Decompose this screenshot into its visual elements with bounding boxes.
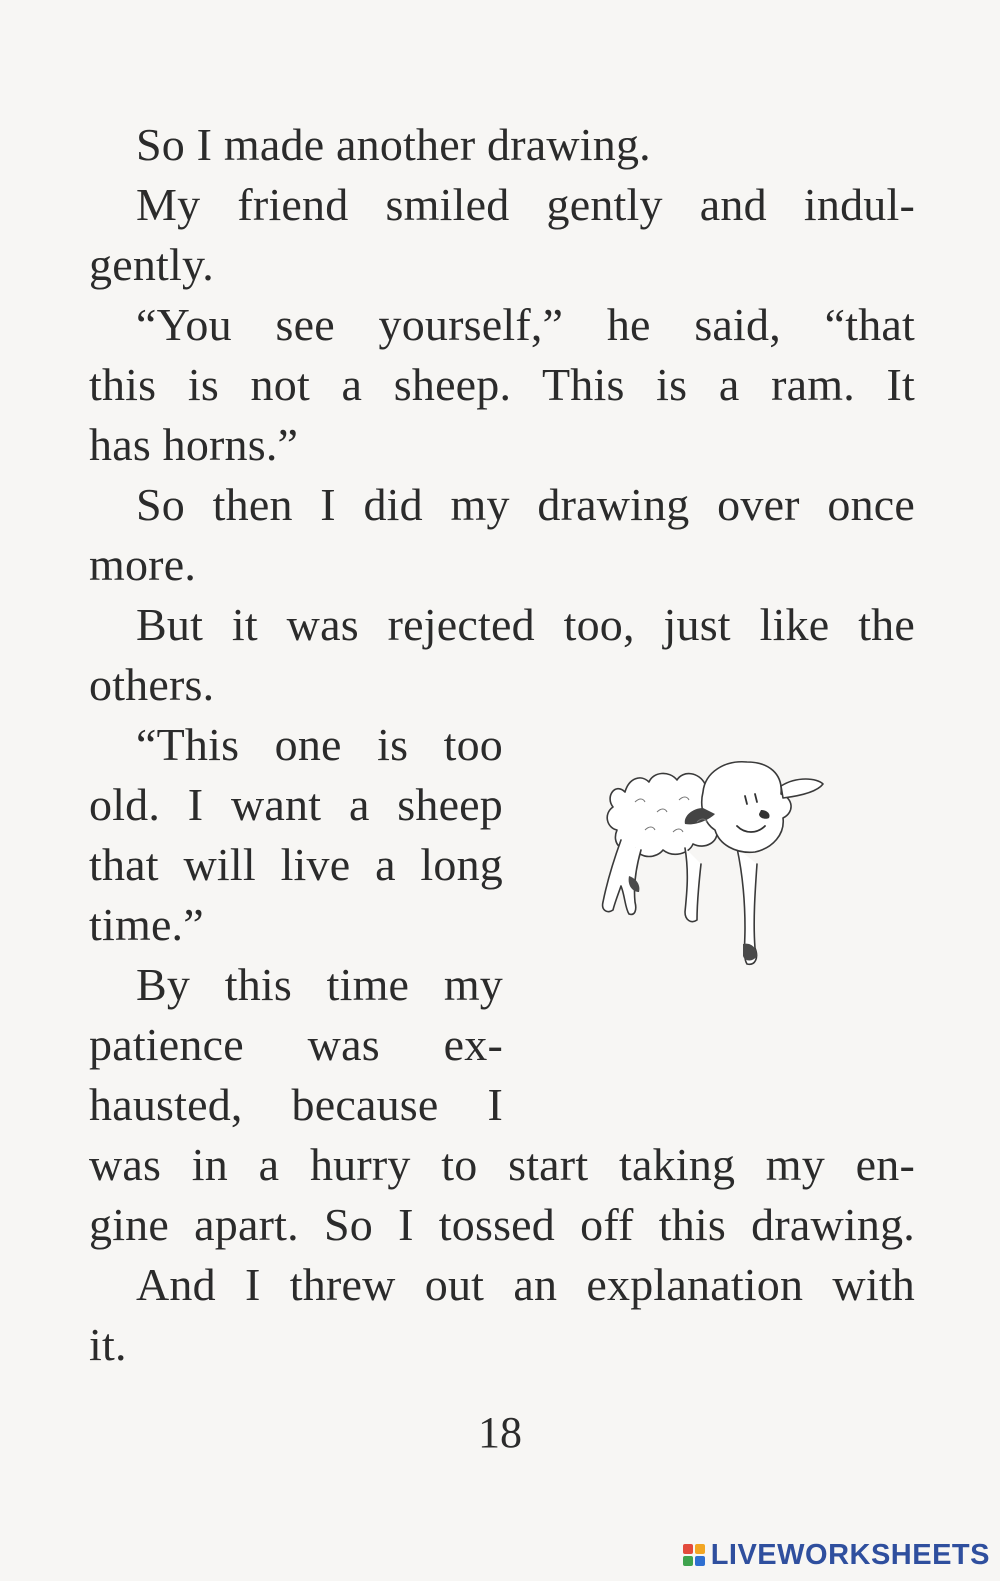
text-line: And I threw out an explanation with (136, 1259, 915, 1310)
text-line: “This one is too (136, 719, 503, 770)
text-line: hausted, because I (89, 1079, 503, 1130)
brand-watermark (683, 1535, 990, 1575)
text-line: But it was rejected too, just like the (136, 599, 915, 650)
text-line: So I made another drawing. (136, 119, 651, 170)
text-line: more. (89, 539, 197, 590)
text-line: this is not a sheep. This is a ram. It (89, 359, 915, 410)
text-line: was in a hurry to start taking my en- (89, 1139, 915, 1190)
text-line: time.” (89, 899, 204, 950)
text-line: gently. (89, 239, 214, 290)
text-line: old. I want a sheep (89, 779, 503, 830)
text-line: it. (89, 1319, 127, 1370)
text-line: So then I did my drawing over once (136, 479, 915, 530)
text-line: My friend smiled gently and indul- (136, 179, 915, 230)
text-line: “You see yourself,” he said, “that (136, 299, 915, 350)
text-line: By this time my (136, 959, 503, 1010)
page-number: 18 (478, 1408, 522, 1457)
text-line: others. (89, 659, 215, 710)
text-line: has horns.” (89, 419, 299, 470)
text-line: that will live a long (89, 839, 503, 890)
lamb-drawing-icon (585, 752, 845, 980)
brand-name: LIVEWORKSHEETS (710, 1538, 990, 1571)
text-line: gine apart. So I tossed off this drawing. (89, 1199, 915, 1250)
brand-logo-icon (683, 1544, 705, 1566)
text-line: patience was ex- (89, 1019, 503, 1070)
